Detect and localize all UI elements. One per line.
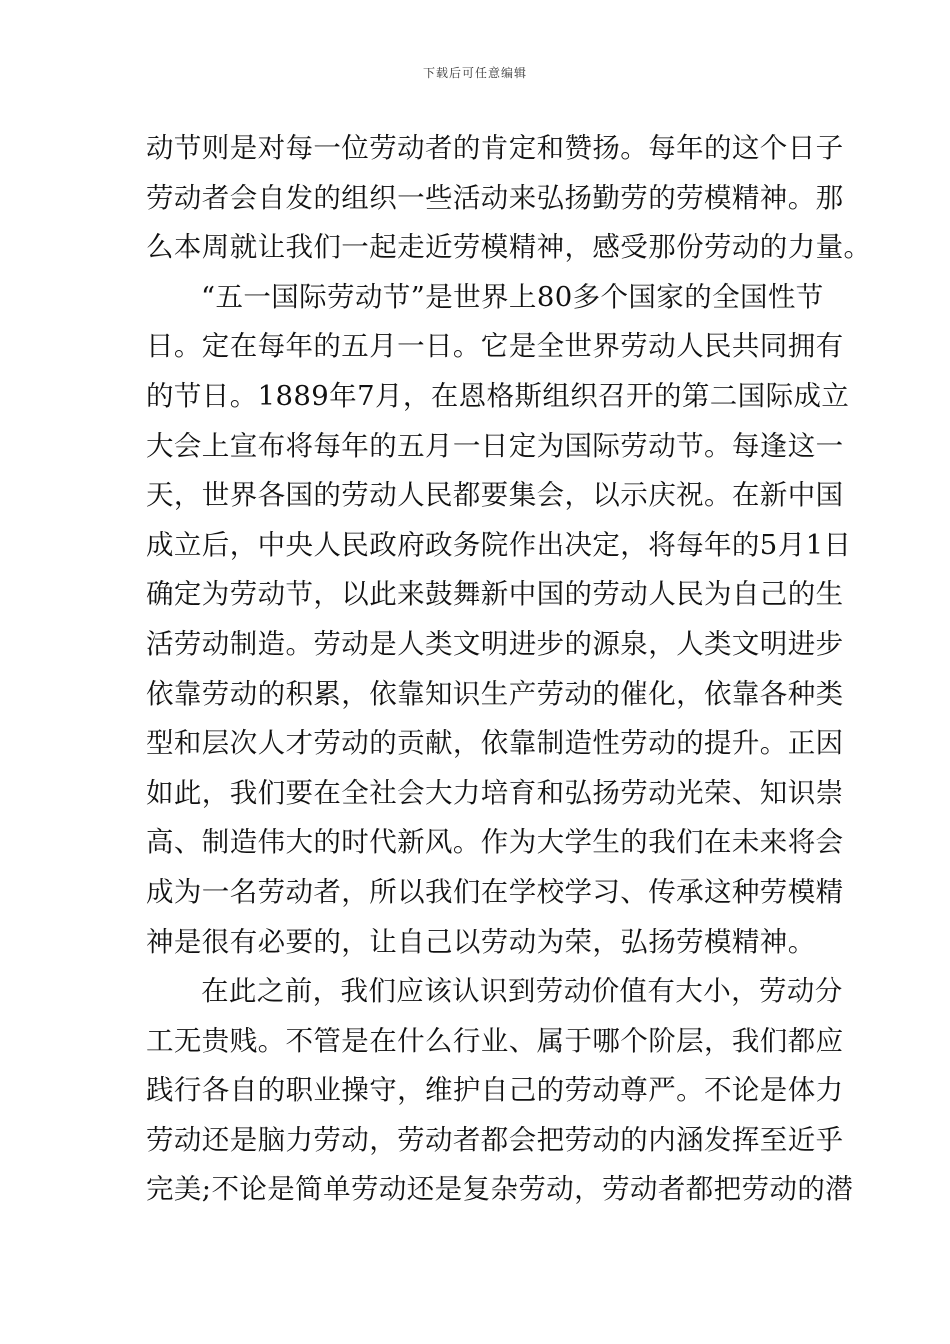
text-line: 神是很有必要的，让自己以劳动为荣，弘扬劳模精神。 xyxy=(146,925,816,958)
text-line: 的节日。1889年7月，在恩格斯组织召开的第二国际成立 xyxy=(146,379,850,412)
text-line: 成为一名劳动者，所以我们在学校学习、传承这种劳模精 xyxy=(146,875,844,908)
text-line: 在此之前，我们应该认识到劳动价值有大小，劳动分 xyxy=(201,975,843,1008)
text-line: 践行各自的职业操守，维护自己的劳动尊严。不论是体力 xyxy=(146,1074,844,1107)
text-line: 活劳动制造。劳动是人类文明进步的源泉，人类文明进步 xyxy=(146,627,844,660)
text-line: 日。定在每年的五月一日。它是全世界劳动人民共同拥有 xyxy=(146,330,844,363)
text-line: 如此，我们要在全社会大力培育和弘扬劳动光荣、知识崇 xyxy=(146,776,844,809)
text-line: 劳动还是脑力劳动，劳动者都会把劳动的内涵发挥至近乎 xyxy=(146,1123,844,1156)
text-line: 劳动者会自发的组织一些活动来弘扬勤劳的劳模精神。那 xyxy=(146,181,844,214)
paragraph-2 xyxy=(146,273,852,967)
text-line: 依靠劳动的积累，依靠知识生产劳动的催化，依靠各种类 xyxy=(146,677,844,710)
text-line: 完美;不论是简单劳动还是复杂劳动，劳动者都把劳动的潜 xyxy=(146,1173,854,1206)
text-line: 么本周就让我们一起走近劳模精神，感受那份劳动的力量。 xyxy=(146,231,872,264)
paragraph-3 xyxy=(146,967,854,1215)
text-line: 型和层次人才劳动的贡献，依靠制造性劳动的提升。正因 xyxy=(146,727,844,760)
text-line: 确定为劳动节，以此来鼓舞新中国的劳动人民为自己的生 xyxy=(146,578,844,611)
page-header-note: 下载后可任意编辑 xyxy=(422,66,527,80)
text-line: 大会上宣布将每年的五月一日定为国际劳动节。每逢这一 xyxy=(146,429,844,462)
text-line: 高、制造伟大的时代新风。作为大学生的我们在未来将会 xyxy=(146,826,844,859)
text-line: “五一国际劳动节”是世界上80多个国家的全国性节 xyxy=(201,280,824,313)
paragraph-1 xyxy=(146,124,872,273)
text-line: 工无贵贱。不管是在什么行业、属于哪个阶层，我们都应 xyxy=(146,1024,844,1057)
text-line: 天，世界各国的劳动人民都要集会，以示庆祝。在新中国 xyxy=(146,479,844,512)
text-line: 成立后，中央人民政府政务院作出决定，将每年的5月1日 xyxy=(146,528,852,561)
document-body xyxy=(146,124,872,1215)
text-line: 动节则是对每一位劳动者的肯定和赞扬。每年的这个日子 xyxy=(146,132,844,164)
